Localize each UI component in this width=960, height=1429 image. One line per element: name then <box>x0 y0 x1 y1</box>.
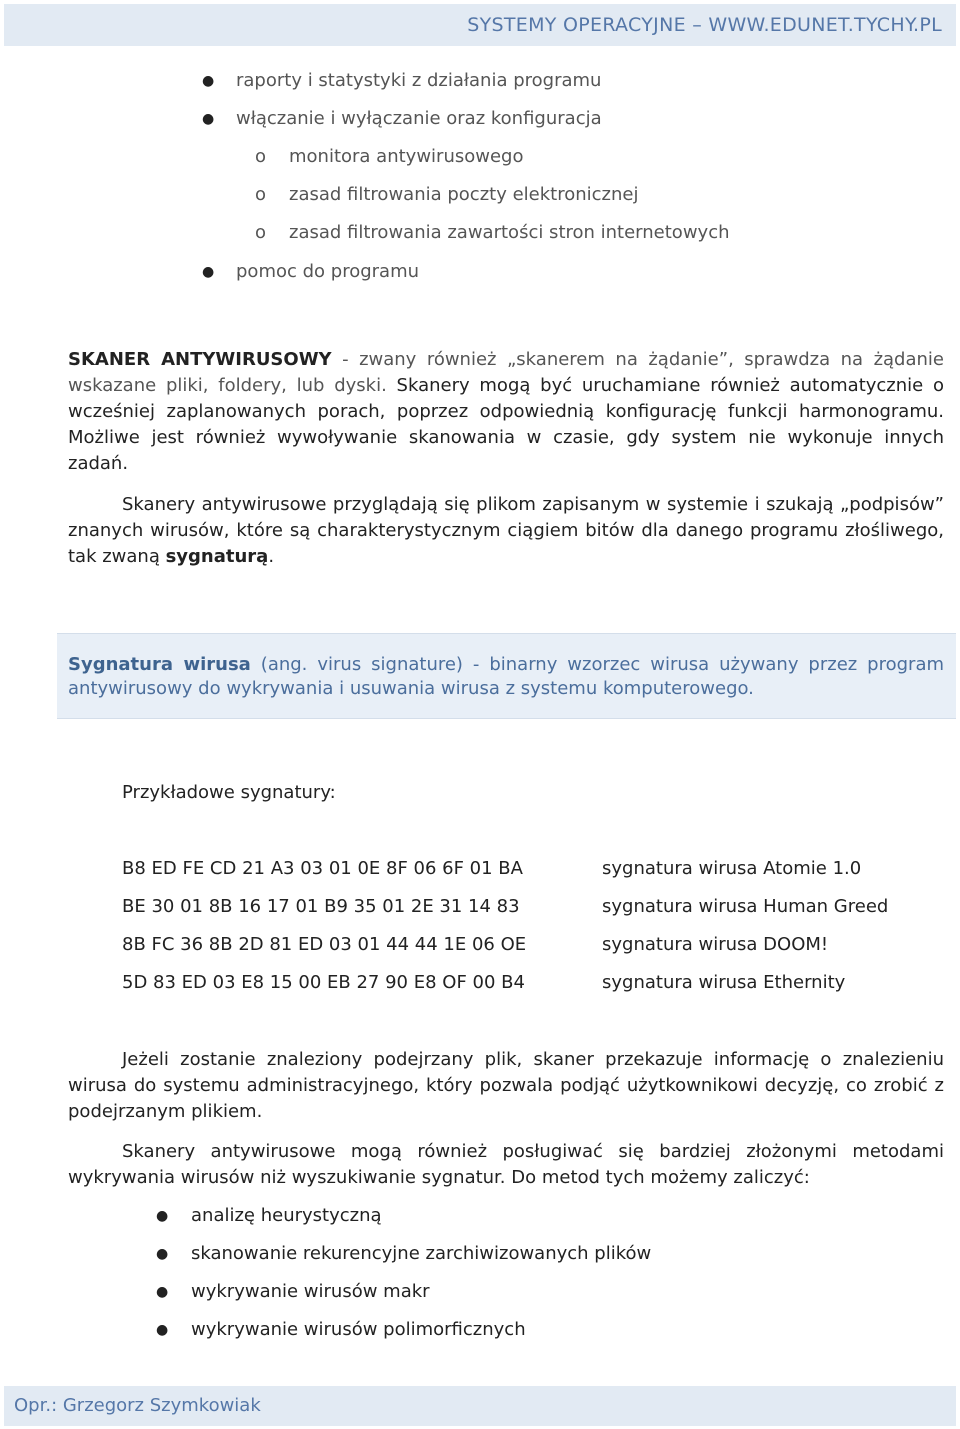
method-item: skanowanie rekurencyjne zarchiwizowanych plików <box>191 1243 652 1264</box>
signature-hex: BE 30 01 8B 16 17 01 B9 35 01 2E 31 14 83 <box>122 896 520 917</box>
footer-author: Opr.: Grzegorz Szymkowiak <box>14 1395 261 1416</box>
bullet-icon: ● <box>156 1284 169 1300</box>
bullet-icon: ● <box>202 264 215 280</box>
signature-hex: 8B FC 36 8B 2D 81 ED 03 01 44 44 1E 06 OE <box>122 934 527 955</box>
signature-label: sygnatura wirusa Human Greed <box>602 896 889 917</box>
sub-list-item: zasad filtrowania zawartości stron internetowych <box>289 222 730 243</box>
method-item: wykrywanie wirusów polimorficznych <box>191 1319 526 1340</box>
found-text: Jeżeli zostanie znaleziony podejrzany plik, skaner przekazuje informację o znalezieniu wirusa do systemu administracyjnego, który pozwala podjąć użytkownikowi decyzję, co zrobić z podejrzanym plikiem. <box>68 1049 944 1122</box>
definition-callout <box>57 633 956 719</box>
list-item: raporty i statystyki z działania programu <box>236 70 602 91</box>
circle-bullet-icon: o <box>255 222 267 243</box>
circle-bullet-icon: o <box>255 146 267 167</box>
list-item: włączanie i wyłączanie oraz konfiguracja <box>236 108 602 129</box>
circle-bullet-icon: o <box>255 184 267 205</box>
definition-term: Sygnatura wirusa <box>68 654 251 675</box>
scanner-text: - zwany również „skanerem na żądanie”, sprawdza na żądanie wskazane pliki, foldery, lub dyski. <box>68 349 944 396</box>
bullet-icon: ● <box>156 1246 169 1262</box>
scanner-term: SKANER ANTYWIRUSOWY <box>68 349 332 370</box>
signature-bold: sygnaturą <box>165 546 269 567</box>
page-header <box>4 4 956 46</box>
signature-hex: B8 ED FE CD 21 A3 03 01 0E 8F 06 6F 01 BA <box>122 858 523 879</box>
examples-heading: Przykładowe sygnatury: <box>122 782 336 803</box>
method-item: analizę heurystyczną <box>191 1205 382 1226</box>
bullet-icon: ● <box>156 1322 169 1338</box>
signature-end: . <box>268 546 275 567</box>
sub-list-item: zasad filtrowania poczty elektronicznej <box>289 184 639 205</box>
page-footer <box>4 1386 956 1426</box>
signature-label: sygnatura wirusa Ethernity <box>602 972 846 993</box>
bullet-icon: ● <box>202 73 215 89</box>
signature-label: sygnatura wirusa DOOM! <box>602 934 829 955</box>
method-item: wykrywanie wirusów makr <box>191 1281 430 1302</box>
header-title: SYSTEMY OPERACYJNE – WWW.EDUNET.TYCHY.PL <box>467 14 942 36</box>
methods-paragraph <box>68 1139 944 1191</box>
scanner-paragraph <box>68 347 944 477</box>
scanner-text-dark: Skanery mogą być uruchamiane również automatycznie o wcześniej zaplanowanych porach, poprzez odpowiednią konfigurację funkcji harmonogramu. Możliwe jest również wywoływanie skanowania w czasie, gdy system nie wykonuje innych zadań. <box>68 375 944 474</box>
sub-list-item: monitora antywirusowego <box>289 146 524 167</box>
methods-text: Skanery antywirusowe mogą również posługiwać się bardziej złożonymi metodami wykrywania wirusów niż wyszukiwanie sygnatur. Do metod tych możemy zaliczyć: <box>68 1141 944 1188</box>
signature-paragraph <box>68 492 944 570</box>
signature-text: Skanery antywirusowe przyglądają się plikom zapisanym w systemie i szukają „podpisów” znanych wirusów, które są charakterystycznym ciągiem bitów dla danego programu złośliwego, tak zwaną <box>68 494 944 567</box>
list-item: pomoc do programu <box>236 261 420 282</box>
signature-label: sygnatura wirusa Atomie 1.0 <box>602 858 862 879</box>
signature-hex: 5D 83 ED 03 E8 15 00 EB 27 90 E8 OF 00 B4 <box>122 972 525 993</box>
definition-text: (ang. virus signature) - binarny wzorzec wirusa używany przez program antywirusowy do wykrywania i usuwania wirusa z systemu komputerowego. <box>68 654 945 699</box>
found-paragraph <box>68 1047 944 1125</box>
bullet-icon: ● <box>156 1208 169 1224</box>
bullet-icon: ● <box>202 111 215 127</box>
